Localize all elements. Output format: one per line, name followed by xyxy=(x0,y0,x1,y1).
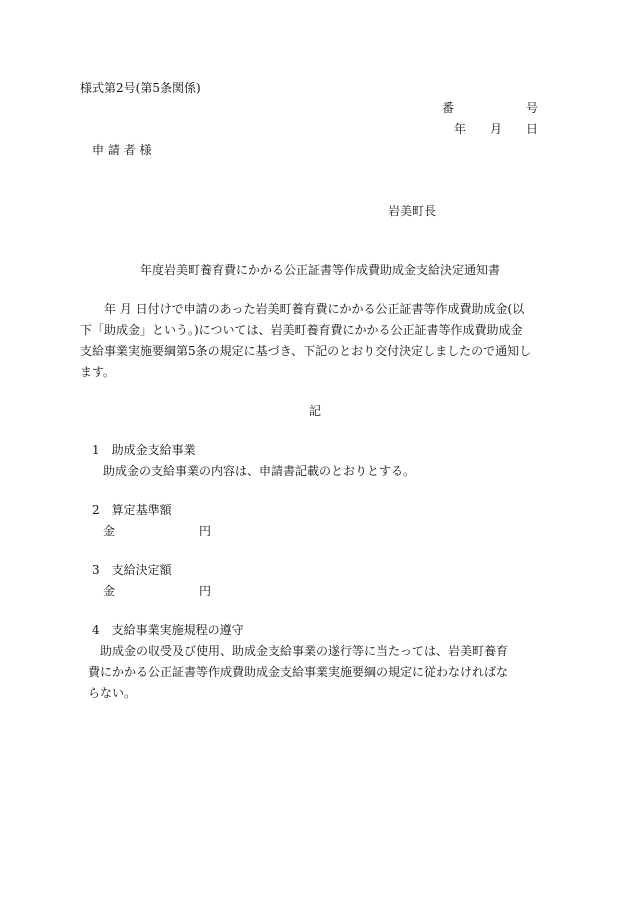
item-heading: 2 算定基準額 xyxy=(92,503,172,517)
item-heading: 4 支給事業実施規程の遵守 xyxy=(92,623,244,637)
item-heading: 3 支給決定額 xyxy=(92,563,172,577)
form-number: 様式第2号(第5条関係) xyxy=(80,81,201,95)
document-title: 年度岩美町養育費にかかる公正証書等作成費助成金支給決定通知書 xyxy=(140,263,501,277)
sender: 岩美町長 xyxy=(388,204,437,218)
item-line: 金 円 xyxy=(103,584,212,598)
item-line: らない。 xyxy=(88,686,137,700)
item-line: 助成金の収受及び使用、助成金支給事業の遂行等に当たっては、岩美町養育 xyxy=(100,644,509,658)
date-line: 年 月 日 xyxy=(453,122,538,136)
body-line: 支給事業実施要綱第5条の規定に基づき、下記のとおり交付決定しましたので通知し xyxy=(80,344,532,358)
body-line: ます。 xyxy=(80,365,116,379)
item-line: 金 円 xyxy=(103,524,212,538)
addressee: 申 請 者 様 xyxy=(92,143,152,157)
ki-heading: 記 xyxy=(309,404,322,418)
body-line: 下「助成金」という。)については、岩美町養育費にかかる公正証書等作成費助成金 xyxy=(80,323,523,337)
item-heading: 1 助成金支給事業 xyxy=(92,443,196,457)
item-line: 助成金の支給事業の内容は、申請書記載のとおりとする。 xyxy=(103,464,416,478)
item-line: 費にかかる公正証書等作成費助成金支給事業実施要綱の規定に従わなければな xyxy=(88,665,509,679)
number-line: 番 号 xyxy=(441,101,538,115)
body-line: 年 月 日付けで申請のあった岩美町養育費にかかる公正証書等作成費助成金(以 xyxy=(104,302,525,316)
